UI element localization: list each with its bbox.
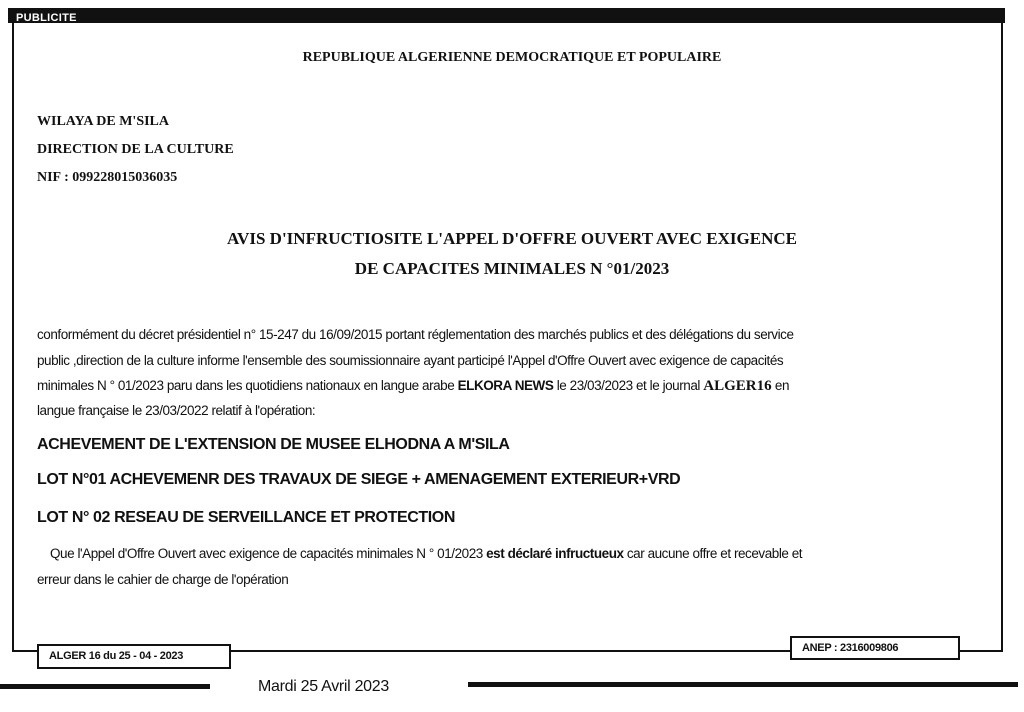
headline-line2: DE CAPACITES MINIMALES N °01/2023 <box>354 259 670 278</box>
operation-title: ACHEVEMENT DE L'EXTENSION DE MUSEE ELHODNA A M'SILA <box>37 436 510 453</box>
declared-unsuccessful: est déclaré infructueux <box>486 546 624 561</box>
newspaper-arabic: ELKORA NEWS <box>457 378 554 393</box>
conclusion-text: Que l'Appel d'Offre Ouvert avec exigence de capacités minimales N ° 01/2023 <box>50 546 487 561</box>
publication-date: Mardi 25 Avril 2023 <box>258 678 389 695</box>
headline-line1: AVIS D'INFRUCTIOSITE L'APPEL D'OFFRE OUVERT AVEC EXIGENCE <box>227 229 797 248</box>
republic-heading: REPUBLIQUE ALGERIENNE DEMOCRATIQUE ET POPULAIRE <box>302 50 722 65</box>
body-text: le 23/03/2023 et le journal <box>553 378 704 393</box>
direction: DIRECTION DE LA CULTURE <box>37 142 234 157</box>
conclusion-line <box>50 546 802 561</box>
publicite-banner <box>8 8 1005 23</box>
conclusion-text: car aucune offre et recevable et <box>623 546 803 561</box>
anep-box: ANEP : 2316009806 <box>790 636 960 660</box>
rule-left <box>0 684 210 689</box>
lot-2: LOT N° 02 RESEAU DE SERVEILLANCE ET PROTECTION <box>37 509 455 526</box>
body-line <box>37 378 789 395</box>
newspaper-french: ALGER16 <box>703 378 772 394</box>
wilaya: WILAYA DE M'SILA <box>37 114 170 129</box>
banner-label: PUBLICITE <box>16 12 77 24</box>
rule-right <box>468 682 1018 687</box>
body-text: minimales N ° 01/2023 paru dans les quotidiens nationaux en langue arabe <box>37 378 458 393</box>
source-box: ALGER 16 du 25 - 04 - 2023 <box>37 644 231 669</box>
body-line: public ,direction de la culture informe l'ensemble des soumissionnaire ayant participé l'Appel d'Offre Ouvert avec exigence de capacités <box>37 353 784 368</box>
nif: NIF : 099228015036035 <box>37 170 178 185</box>
body-line: conformément du décret présidentiel n° 15-247 du 16/09/2015 portant réglementation des marchés publics et des délégations du service <box>37 327 794 342</box>
body-text: en <box>771 378 790 393</box>
conclusion-line: erreur dans le cahier de charge de l'opération <box>37 572 289 587</box>
lot-1: LOT N°01 ACHEVEMENR DES TRAVAUX DE SIEGE + AMENAGEMENT EXTERIEUR+VRD <box>37 471 681 488</box>
body-line: langue française le 23/03/2022 relatif à l'opération: <box>37 403 316 418</box>
